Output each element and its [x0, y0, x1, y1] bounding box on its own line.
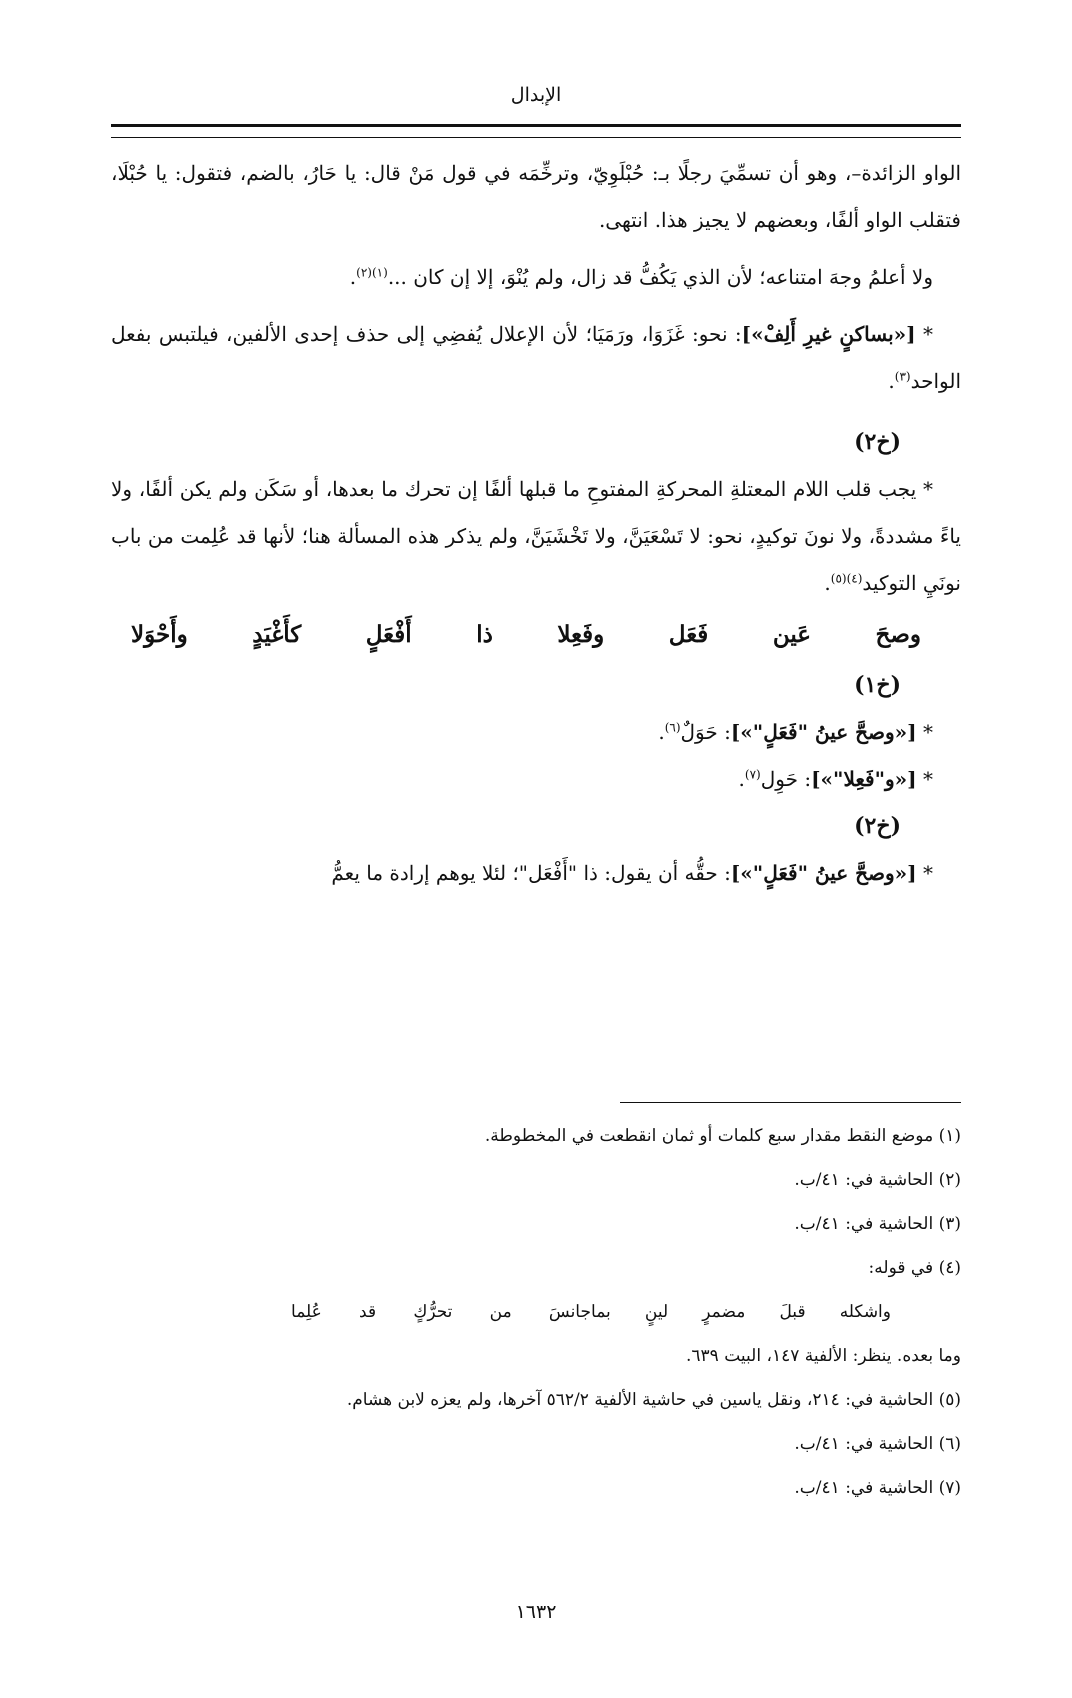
footnote-ref: (٧) — [744, 767, 761, 782]
poem-hemistich-2 — [291, 1290, 591, 1334]
paragraph-2: ولا أعلمُ وجهَ امتناعه؛ لأن الذي يَكُفُّ قد زال، ولم يُنْوَ، إلا إن كان ...$^{(١)(٢)}$. — [349, 265, 933, 289]
paragraph-3-text: : نحو: غَزَوَا، ورَمَيَا؛ لأن الإعلال يُفضِي إلى حذف إحدى الألفين، فيلتبس بفعل الواحد — [111, 322, 961, 393]
footnote-poem-line — [111, 1290, 961, 1334]
verse-word: أَفْعَلٍ — [365, 621, 412, 648]
main-text — [111, 150, 961, 897]
gloss-line-2: * [«و"فَعِلا"»]: حَوِل$^{(٧)}$. — [738, 767, 933, 791]
footnote-ref: (٦) — [664, 720, 681, 735]
gloss-line-1: * [«وصحَّ عينُ "فَعَلٍ"»]: حَوَلٌ$^{(٦)}$. — [658, 720, 933, 744]
gloss-text: : حَوَلٌ — [680, 720, 731, 744]
paragraph-3: * [«بساكنٍ غيرِ أَلِفْ»]: نحو: غَزَوَا، ورَمَيَا؛ لأن الإعلال يُفضِي إلى حذف إحدى الألفين، فيلتبس بفعل الواحد$^{(٣)}$. — [111, 322, 961, 393]
quoted-term: [«بساكنٍ غيرِ أَلِفْ»] — [741, 322, 916, 346]
poem-word: جانسَ — [548, 1302, 591, 1322]
poem-word: قبلَ — [779, 1302, 806, 1322]
poem-word: لينٍ — [644, 1302, 669, 1322]
paragraph-4: * يجب قلب اللام المعتلةِ المحركةِ المفتوحِ ما قبلها ألفًا إن تحرك ما بعدها، أو سَكَن ولم يكن ألفًا، ولا ياءً مشددةً، ولا نونَ توكيدٍ، نحو: لا تَسْعَيَنَّ، ولا تَخْشَيَنَّ، ولم يذكر هذه المسألة هنا؛ لأنها قد عُلِمت من باب نونَيِ التوكيد$^{(٤)(٥)}$. — [111, 477, 961, 595]
paragraph-1: الواو الزائدة–، وهو أن تسمِّيَ رجلًا بـ: حُبْلَوِيّ، وترخِّمَه في قول مَنْ قال: يا حَارُ، بالضم، فتقول: يا حُبْلَا، فتقلب الواو ألفًا، وبعضهم لا يجيز هذا. انتهى. — [111, 161, 961, 232]
poem-word: من — [489, 1302, 512, 1322]
footnote-2: (٢) الحاشية في: ٤١/ب. — [794, 1170, 961, 1190]
footnote-3: (٣) الحاشية في: ٤١/ب. — [794, 1214, 961, 1234]
poem-word: عُلِما — [291, 1302, 322, 1322]
verse-line — [111, 611, 961, 658]
quoted-term: [«وصحَّ عينُ "فَعَلٍ"»] — [730, 861, 917, 885]
paragraph-2-text: ولا أعلمُ وجهَ امتناعه؛ لأن الذي يَكُفُّ قد زال، ولم يُنْوَ، إلا إن كان ... — [387, 265, 933, 289]
paragraph-4-text: * يجب قلب اللام المعتلةِ المحركةِ المفتوحِ ما قبلها ألفًا إن تحرك ما بعدها، أو سَكَن ولم يكن ألفًا، ولا ياءً مشددةً، ولا نونَ توكيدٍ، نحو: لا تَسْعَيَنَّ، ولا تَخْشَيَنَّ، ولم يذكر هذه المسألة هنا؛ لأنها قد عُلِمت من باب نونَيِ التوكيد — [111, 477, 961, 595]
footnote-6: (٦) الحاشية في: ٤١/ب. — [794, 1434, 961, 1454]
header-rule-thin — [111, 137, 961, 138]
poem-word: مضمرٍ — [702, 1302, 746, 1322]
gloss-text: : حَوِل — [760, 767, 812, 791]
footnote-4: (٤) في قوله: — [868, 1258, 961, 1278]
footnote-1: (١) موضع النقط مقدار سبع كلمات أو ثمان انقطعت في المخطوطة. — [484, 1126, 961, 1146]
paragraph-5: * [«وصحَّ عينُ "فَعَلٍ"»]: حقُّه أن يقول: ذا "أَفْعَل"؛ لئلا يوهم إرادة ما يعمُّ — [331, 861, 933, 885]
page-number: ١٦٣٢ — [515, 1601, 557, 1623]
verse-word: فَعَل — [668, 621, 709, 648]
verse-word: وصحَ — [875, 621, 921, 648]
poem-word: تحرُّكٍ — [413, 1302, 453, 1322]
verse-word: عَين — [772, 621, 811, 648]
verse-word: ذا — [476, 621, 493, 648]
verse-word: وأَحْوَلا — [131, 621, 188, 648]
bullet-star: * — [923, 322, 934, 346]
paragraph-5-text: : حقُّه أن يقول: ذا "أَفْعَل"؛ لئلا يوهم إرادة ما يعمُّ — [331, 861, 731, 885]
poem-word: بما — [591, 1302, 611, 1322]
section-heading: (خ٢) — [854, 813, 901, 839]
poem-word: قد — [359, 1302, 377, 1322]
quoted-term: [«وصحَّ عينُ "فَعَلٍ"»] — [730, 720, 917, 744]
poem-hemistich-1 — [591, 1290, 891, 1334]
footnote-7: (٧) الحاشية في: ٤١/ب. — [794, 1478, 961, 1498]
footnote-ref: (١)(٢) — [356, 265, 388, 280]
verse-word: وفَعِلا — [557, 621, 605, 648]
section-heading: (خ٢) — [854, 429, 901, 455]
verse-word: كأَغْيَدٍ — [252, 621, 302, 648]
header-rule-thick — [111, 124, 961, 127]
footnotes — [111, 1114, 961, 1510]
footnote-ref: (٤)(٥) — [830, 571, 863, 586]
poem-word: واشكله — [839, 1302, 891, 1322]
section-heading: (خ١) — [854, 672, 901, 698]
running-title: الإبدال — [510, 84, 562, 106]
footnote-separator — [620, 1102, 961, 1103]
footnote-4-continued: وما بعده. ينظر: الألفية ١٤٧، البيت ٦٣٩. — [685, 1346, 961, 1366]
footnote-5: (٥) الحاشية في: ٢١٤، ونقل ياسين في حاشية الألفية ٥٦٢/٢ آخرها، ولم يعزه لابن هشام. — [346, 1390, 961, 1410]
footnote-ref: (٣) — [894, 369, 911, 384]
quoted-term: [«و"فَعِلا"»] — [811, 767, 917, 791]
